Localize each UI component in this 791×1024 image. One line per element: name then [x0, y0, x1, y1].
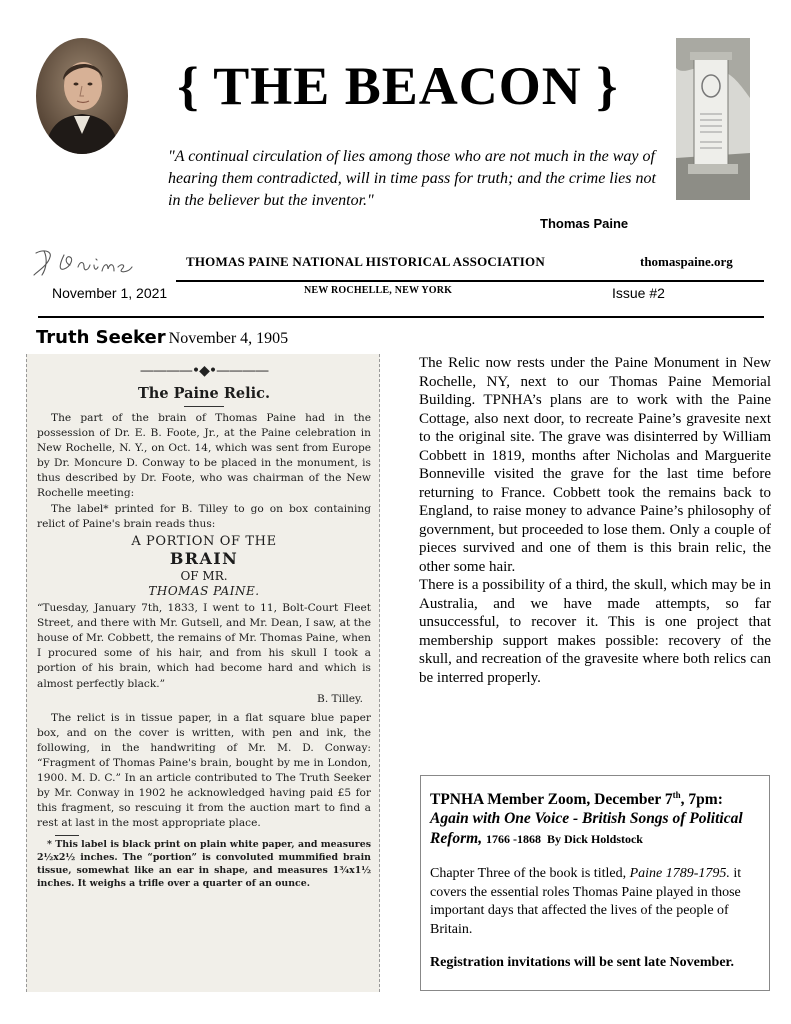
event-registration: Registration invitations will be sent late November. — [430, 954, 734, 970]
association-name: THOMAS PAINE NATIONAL HISTORICAL ASSOCIATION — [186, 254, 545, 269]
clipping-source-heading — [36, 327, 288, 348]
clipping-paragraph: The part of the brain of Thomas Paine had in the possession of Dr. E. B. Foote, Jr., at the Paine celebration in New Rochelle, N. Y., on Oct. 14, which was sent from Europe by Dr. Moncure D. Conway to be placed in the monument, is thus described by Dr. Foote, who was chairman of the New Rochelle meeting: — [37, 412, 371, 500]
header-divider — [176, 280, 764, 282]
portrait-engraving-icon — [36, 38, 128, 154]
article-body — [419, 354, 771, 687]
masthead-divider — [38, 316, 764, 318]
clipping-quote: “Tuesday, January 7th, 1833, I went to 11, Bolt-Court Fleet Street, and there with Mr. Gutsell, and Mr. Dean, I saw, at the house of Mr. Cobbett, the remains of Mr. Thomas Paine, when I procured some of his hair, and from his skull I took a portion of his brain, which had become hard and which is almost perfectly black.” — [37, 602, 371, 690]
header-quote: "A continual circulation of lies among those who are not much in the way of hearing them contradicted, will in time pass for truth; and the crime lies not in the believer but the inventor." — [168, 148, 656, 209]
signature-icon — [30, 245, 134, 279]
issue-location: NEW ROCHELLE, NEW YORK — [304, 285, 453, 296]
footnote-rule — [55, 835, 79, 836]
event-chapter-title: Paine 1789-1795. — [629, 866, 730, 882]
title-rule — [184, 406, 224, 407]
event-heading-text: TPNHA Member Zoom, December 7 — [430, 791, 673, 809]
clipping-paragraph: The label* printed for B. Tilley to go on box containing relict of Paine's brain reads thus: — [37, 502, 371, 530]
newspaper-clipping — [26, 354, 380, 992]
label-line: THOMAS PAINE. — [148, 583, 260, 598]
ornament-divider: ————•◆•———— — [139, 363, 269, 379]
website-link[interactable]: thomaspaine.org — [640, 254, 733, 269]
clipping-source: Truth Seeker — [36, 327, 166, 348]
clipping-source-date: November 4, 1905 — [168, 330, 289, 347]
event-subtitle — [430, 809, 760, 849]
event-author: By Dick Holdstock — [546, 832, 643, 847]
label-line: A PORTION OF THE — [131, 533, 277, 549]
event-box — [420, 775, 770, 991]
label-line: BRAIN — [169, 548, 239, 568]
event-heading-sup: th — [672, 790, 681, 800]
label-line: OF MR. — [180, 568, 228, 583]
newsletter-title: { THE BEACON } — [177, 56, 619, 116]
event-description-text: Chapter Three of the book is titled, — [430, 866, 630, 882]
event-heading-time: , 7pm: — [680, 791, 723, 809]
clipping-signature: B. Tilley. — [317, 692, 363, 705]
event-heading — [430, 786, 760, 809]
quote-author: Thomas Paine — [540, 216, 629, 231]
clipping-paragraph: The relict is in tissue paper, in a flat square blue paper box, and on the cover is written, with pen and ink, the following, in the handwriting of Mr. M. D. Conway: “Fragment of Thomas Paine's brain, bought by me in London, 1900. M. D. C.” In an article contributed to The Truth Seeker by Mr. Conway in 1902 he acknowledged having paid £5 for this fragment, so rescuing it from the auction mart to find a rest at last in the most appropriate place. — [37, 711, 371, 830]
event-description — [430, 865, 760, 939]
clipping-footnote: * This label is black print on plain white paper, and measures 2½x2½ inches. The “portion” is convoluted mummified brain tissue, somewhat like an ear in shape, and measures 1¾x1½ inches. It weighs a trifle over a quarter of an ounce. — [37, 839, 371, 890]
event-book-title: Again with One Voice - British Songs of Political Reform, — [430, 810, 743, 848]
issue-number: Issue #2 — [612, 285, 665, 301]
monument-photo-icon — [676, 38, 750, 200]
event-years: 1766 -1868 — [485, 832, 541, 847]
article-paragraph: There is a possibility of a third, the skull, which may be in Australia, and we have made attempts, so far unsuccessful, to recover it. This is one project that membership support makes possible: recovery of the skull, and recreation of the gravesite where both relics can be interred properly. — [419, 577, 771, 686]
article-paragraph: The Relic now rests under the Paine Monument in New Rochelle, NY, next to our Thomas Paine Memorial Building. TPNHA’s plans are to work with the Paine Cottage, also next door, to recreate Paine’s gravesite next to the original site. The grave was disinterred by William Cobbett in 1819, months after Nicholas and Marguerite Bonneville visited the grave for the last time before returning to France. Cobbett took the remains back to England, to raise money to advance Paine’s philosophy of government, but proceeded to lose them. Only a couple of pieces survived and one of them is this brain relic, the other some hair. — [419, 355, 771, 575]
event-description-text: it covers the essential roles Thomas Paine played in those important days that affected the lives of the people of Britain. — [430, 866, 742, 937]
issue-date: November 1, 2021 — [52, 285, 168, 301]
clipping-title: The Paine Relic. — [137, 385, 270, 402]
